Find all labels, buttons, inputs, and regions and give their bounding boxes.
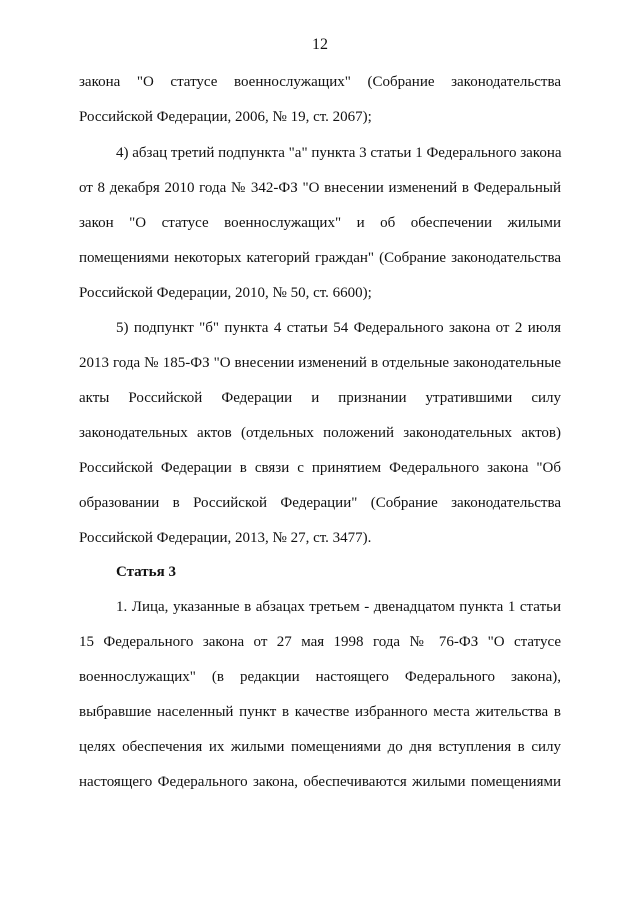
text-line: помещениями некоторых категорий граждан" (Собрание законодательства	[79, 250, 561, 266]
text-line: 4) абзац третий подпункта "а" пункта 3 статьи 1 Федерального закона	[116, 145, 562, 161]
text-line: 15 Федерального закона от 27 мая 1998 года № 76-ФЗ "О статусе	[79, 634, 561, 650]
text-line: закон "О статусе военнослужащих" и об обеспечении жилыми	[79, 215, 561, 231]
text-line: Российской Федерации, 2006, № 19, ст. 2067);	[79, 109, 372, 125]
text-line: 2013 года № 185-ФЗ "О внесении изменений в отдельные законодательные	[79, 355, 561, 371]
text-line: настоящего Федерального закона, обеспечиваются жилыми помещениями	[79, 774, 561, 790]
text-line: 1. Лица, указанные в абзацах третьем - двенадцатом пункта 1 статьи	[116, 599, 561, 615]
page-number: 12	[312, 36, 328, 53]
text-line: целях обеспечения их жилыми помещениями до дня вступления в силу	[79, 739, 561, 755]
text-line: Российской Федерации, 2010, № 50, ст. 6600);	[79, 285, 372, 301]
text-line: законодательных актов (отдельных положений законодательных актов)	[79, 425, 561, 441]
text-line: Российской Федерации, 2013, № 27, ст. 3477).	[79, 530, 372, 546]
text-line: выбравшие населенный пункт в качестве избранного места жительства в	[79, 704, 561, 720]
text-line: образовании в Российской Федерации" (Собрание законодательства	[79, 495, 561, 511]
text-line: Российской Федерации в связи с принятием Федерального закона "Об	[79, 460, 561, 476]
text-line: акты Российской Федерации и признании утратившими силу	[79, 390, 561, 406]
text-line: от 8 декабря 2010 года № 342-ФЗ "О внесении изменений в Федеральный	[79, 180, 561, 196]
text-line: 5) подпункт "б" пункта 4 статьи 54 Федерального закона от 2 июля	[116, 320, 561, 336]
text-line: закона "О статусе военнослужащих" (Собрание законодательства	[79, 74, 561, 90]
text-line: военнослужащих" (в редакции настоящего Федерального закона),	[79, 669, 561, 685]
article-heading: Статья 3	[116, 564, 176, 580]
